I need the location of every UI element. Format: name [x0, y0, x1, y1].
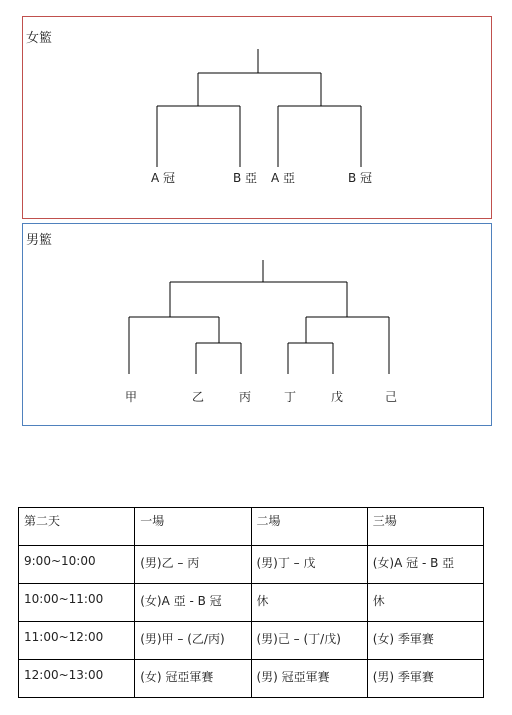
- team-label: B 亞: [232, 171, 258, 185]
- team-label: 戊: [330, 390, 344, 404]
- mens-bracket-title: 男籃: [26, 233, 53, 248]
- table-header-row: [19, 508, 484, 546]
- table-cell: 休: [367, 584, 483, 622]
- womens-bracket-title: 女籃: [26, 31, 53, 46]
- team-label: A 亞: [270, 171, 296, 185]
- table-cell: (男) 季軍賽: [367, 660, 483, 698]
- table-cell: (女) 季軍賽: [367, 622, 483, 660]
- table-cell: (男) 冠亞軍賽: [251, 660, 367, 698]
- table-row: [19, 546, 484, 584]
- table-header-cell: 二場: [251, 508, 367, 546]
- womens-bracket-panel: [22, 16, 492, 219]
- table-cell: 9:00~10:00: [19, 546, 135, 584]
- table-row: [19, 584, 484, 622]
- team-label: A 冠: [150, 171, 176, 185]
- table-cell: 11:00~12:00: [19, 622, 135, 660]
- table-header-cell: 第二天: [19, 508, 135, 546]
- table-cell: (女) 冠亞軍賽: [135, 660, 251, 698]
- table-cell: (男)丁 – 戊: [251, 546, 367, 584]
- team-label: B 冠: [347, 171, 373, 185]
- table-cell: (男)乙 – 丙: [135, 546, 251, 584]
- team-label: 甲: [124, 390, 138, 404]
- table-cell: (女)A 冠 - B 亞: [367, 546, 483, 584]
- mens-bracket-lines: [23, 224, 493, 427]
- team-label: 己: [384, 390, 398, 404]
- womens-bracket-lines: [23, 17, 493, 220]
- table-cell: (男)己 – (丁/戊): [251, 622, 367, 660]
- table-cell: (男)甲 – (乙/丙): [135, 622, 251, 660]
- table-cell: 休: [251, 584, 367, 622]
- table-row: [19, 660, 484, 698]
- table-cell: (女)A 亞 - B 冠: [135, 584, 251, 622]
- table-row: [19, 622, 484, 660]
- team-label: 丁: [283, 390, 297, 404]
- table-header-cell: 一場: [135, 508, 251, 546]
- team-label: 乙: [191, 390, 205, 404]
- table-cell: 10:00~11:00: [19, 584, 135, 622]
- mens-bracket-panel: [22, 223, 492, 426]
- table-header-cell: 三場: [367, 508, 483, 546]
- team-label: 丙: [238, 390, 252, 404]
- schedule-table: [18, 507, 484, 698]
- table-cell: 12:00~13:00: [19, 660, 135, 698]
